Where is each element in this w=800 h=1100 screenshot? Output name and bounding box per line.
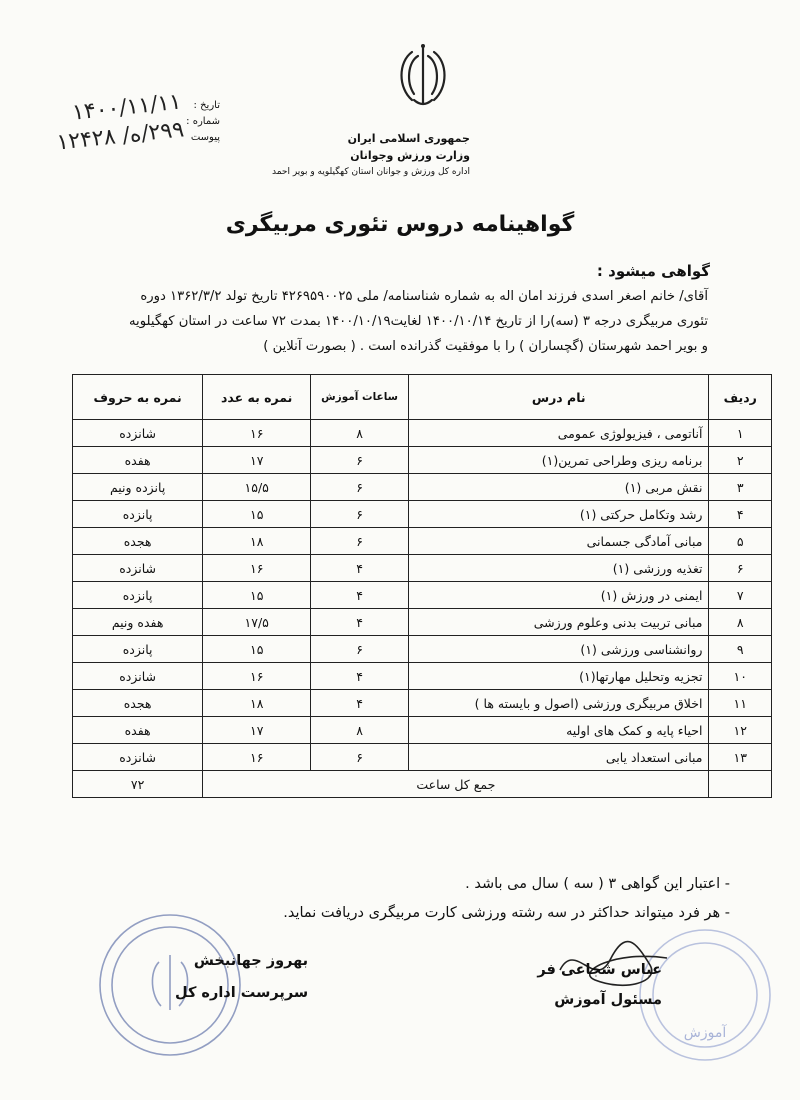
ministry-name: وزارت ورزش وجوانان bbox=[350, 149, 470, 162]
grade-words-cell: هفده bbox=[73, 447, 203, 474]
grade-words-cell: هجده bbox=[73, 690, 203, 717]
header-hours: ساعات آموزش bbox=[311, 375, 409, 420]
row-number-cell: ۷ bbox=[709, 582, 772, 609]
grade-number-cell: ۱۵/۵ bbox=[203, 474, 311, 501]
row-number-cell: ۱۰ bbox=[709, 663, 772, 690]
course-name-cell: برنامه ریزی وطراحی تمرین(۱) bbox=[408, 447, 708, 474]
handwritten-number: ۲۹۹/ه/ ۱۲۴۲۸ bbox=[55, 117, 186, 156]
grade-number-cell: ۱۵ bbox=[203, 636, 311, 663]
paragraph-line: آقای/ خانم اصغر اسدی فرزند امان اله به شماره شناسنامه/ ملی ۴۲۶۹۵۹۰۰۲۵ تاریخ تولد ۱۳۶۲/۳/۲ دوره bbox=[140, 289, 708, 304]
row-number-cell: ۶ bbox=[709, 555, 772, 582]
grade-number-cell: ۱۵ bbox=[203, 501, 311, 528]
course-name-cell: مبانی تربیت بدنی وعلوم ورزشی bbox=[408, 609, 708, 636]
certificate-paragraph bbox=[95, 284, 708, 359]
handwritten-reference bbox=[52, 88, 185, 157]
header-grade-number: نمره به عدد bbox=[203, 375, 311, 420]
paragraph-line: تئوری مربیگری درجه ۳ (سه)را از تاریخ ۱۴۰۰/۱۰/۱۴ لغایت۱۴۰۰/۱۰/۱۹ بمدت ۷۲ ساعت در استان کهگیلویه bbox=[128, 314, 708, 329]
grade-number-cell: ۱۶ bbox=[203, 555, 311, 582]
table-row bbox=[73, 690, 772, 717]
hours-cell: ۶ bbox=[311, 636, 409, 663]
total-label: جمع کل ساعت bbox=[203, 771, 709, 798]
header-grade-words: نمره به حروف bbox=[73, 375, 203, 420]
row-number-cell: ۳ bbox=[709, 474, 772, 501]
handwritten-date: ۱۴۰۰/۱۱/۱۱ bbox=[70, 89, 183, 126]
hours-cell: ۴ bbox=[311, 582, 409, 609]
letterhead bbox=[272, 130, 470, 181]
paragraph-line: و بویر احمد شهرستان (گچساران ) را با موفقیت گذرانده است . ( بصورت آنلاین ) bbox=[263, 339, 708, 354]
grade-number-cell: ۱۸ bbox=[203, 690, 311, 717]
row-number-cell: ۱۱ bbox=[709, 690, 772, 717]
director-name: بهروز جهانبخش bbox=[193, 953, 309, 969]
table-row bbox=[73, 609, 772, 636]
hours-cell: ۸ bbox=[311, 420, 409, 447]
table-row bbox=[73, 555, 772, 582]
course-name-cell: نقش مربی (۱) bbox=[408, 474, 708, 501]
hours-cell: ۴ bbox=[311, 555, 409, 582]
hours-cell: ۴ bbox=[311, 663, 409, 690]
course-name-cell: مبانی استعداد یابی bbox=[408, 744, 708, 771]
hours-cell: ۶ bbox=[311, 744, 409, 771]
total-row bbox=[73, 771, 772, 798]
row-number-cell: ۸ bbox=[709, 609, 772, 636]
grade-words-cell: پانزده bbox=[73, 501, 203, 528]
hours-cell: ۶ bbox=[311, 501, 409, 528]
table-row bbox=[73, 636, 772, 663]
table-row bbox=[73, 528, 772, 555]
grade-number-cell: ۱۷ bbox=[203, 717, 311, 744]
total-value: ۷۲ bbox=[73, 771, 203, 798]
total-empty-cell bbox=[709, 771, 772, 798]
row-number-cell: ۴ bbox=[709, 501, 772, 528]
hours-cell: ۸ bbox=[311, 717, 409, 744]
office-name: اداره کل ورزش و جوانان استان کهگیلویه و بویر احمد bbox=[271, 167, 470, 177]
hours-cell: ۶ bbox=[311, 528, 409, 555]
limit-note: - هر فرد میتواند حداکثر در سه رشته ورزشی کارت مربیگری دریافت نماید. bbox=[283, 905, 730, 921]
course-name-cell: احیاء پایه و کمک های اولیه bbox=[408, 717, 708, 744]
grade-words-cell: هفده bbox=[73, 717, 203, 744]
grade-words-cell: پانزده ونیم bbox=[73, 474, 203, 501]
course-name-cell: تجزیه وتحلیل مهارتها(۱) bbox=[408, 663, 708, 690]
training-officer-signature-block bbox=[537, 955, 662, 1015]
number-label: شماره : bbox=[186, 116, 220, 127]
course-name-cell: روانشناسی ورزشی (۱) bbox=[408, 636, 708, 663]
course-name-cell: ایمنی در ورزش (۱) bbox=[408, 582, 708, 609]
grade-words-cell: شانزده bbox=[73, 555, 203, 582]
hours-cell: ۶ bbox=[311, 447, 409, 474]
table-row bbox=[73, 582, 772, 609]
course-name-cell: آناتومی ، فیزیولوژی عمومی bbox=[408, 420, 708, 447]
grade-words-cell: پانزده bbox=[73, 636, 203, 663]
grade-number-cell: ۱۷/۵ bbox=[203, 609, 311, 636]
grade-number-cell: ۱۷ bbox=[203, 447, 311, 474]
table-row bbox=[73, 744, 772, 771]
table-header-row bbox=[73, 375, 772, 420]
table-row bbox=[73, 420, 772, 447]
hours-cell: ۴ bbox=[311, 609, 409, 636]
row-number-cell: ۵ bbox=[709, 528, 772, 555]
grade-words-cell: هجده bbox=[73, 528, 203, 555]
attachment-label: پیوست bbox=[190, 132, 220, 143]
certify-label: گواهی میشود : bbox=[596, 262, 710, 280]
hours-cell: ۴ bbox=[311, 690, 409, 717]
header-course-name: نام درس bbox=[408, 375, 708, 420]
course-name-cell: رشد وتکامل حرکتی (۱) bbox=[408, 501, 708, 528]
table-row bbox=[73, 717, 772, 744]
row-number-cell: ۱۲ bbox=[709, 717, 772, 744]
grade-words-cell: شانزده bbox=[73, 663, 203, 690]
stamp-text: آموزش bbox=[683, 1025, 727, 1041]
table-row bbox=[73, 501, 772, 528]
officer-title: مسئول آموزش bbox=[554, 992, 662, 1008]
grade-words-cell: شانزده bbox=[73, 420, 203, 447]
header-row-number: ردیف bbox=[709, 375, 772, 420]
course-name-cell: تغذیه ورزشی (۱) bbox=[408, 555, 708, 582]
grade-number-cell: ۱۵ bbox=[203, 582, 311, 609]
grade-number-cell: ۱۸ bbox=[203, 528, 311, 555]
officer-name: عباس شجاعی فر bbox=[537, 962, 662, 978]
row-number-cell: ۲ bbox=[709, 447, 772, 474]
course-name-cell: مبانی آمادگی جسمانی bbox=[408, 528, 708, 555]
hours-cell: ۶ bbox=[311, 474, 409, 501]
grade-words-cell: شانزده bbox=[73, 744, 203, 771]
table-row bbox=[73, 474, 772, 501]
row-number-cell: ۱۳ bbox=[709, 744, 772, 771]
row-number-cell: ۹ bbox=[709, 636, 772, 663]
certificate-title: گواهینامه دروس تئوری مربیگری bbox=[225, 212, 575, 237]
republic-name: جمهوری اسلامی ایران bbox=[347, 132, 470, 145]
grade-words-cell: پانزده bbox=[73, 582, 203, 609]
grades-table bbox=[72, 374, 772, 798]
table-row bbox=[73, 447, 772, 474]
validity-note: - اعتبار این گواهی ۳ ( سه ) سال می باشد . bbox=[465, 876, 730, 892]
grade-words-cell: هفده ونیم bbox=[73, 609, 203, 636]
row-number-cell: ۱ bbox=[709, 420, 772, 447]
table-row bbox=[73, 663, 772, 690]
director-signature-block bbox=[175, 945, 308, 1009]
grade-number-cell: ۱۶ bbox=[203, 744, 311, 771]
iran-emblem-icon bbox=[396, 42, 450, 114]
grade-number-cell: ۱۶ bbox=[203, 663, 311, 690]
director-title: سرپرست اداره کل bbox=[175, 985, 309, 1001]
date-label: تاریخ : bbox=[193, 100, 220, 111]
grade-number-cell: ۱۶ bbox=[203, 420, 311, 447]
course-name-cell: اخلاق مربیگری ورزشی (اصول و بایسته ها ) bbox=[408, 690, 708, 717]
